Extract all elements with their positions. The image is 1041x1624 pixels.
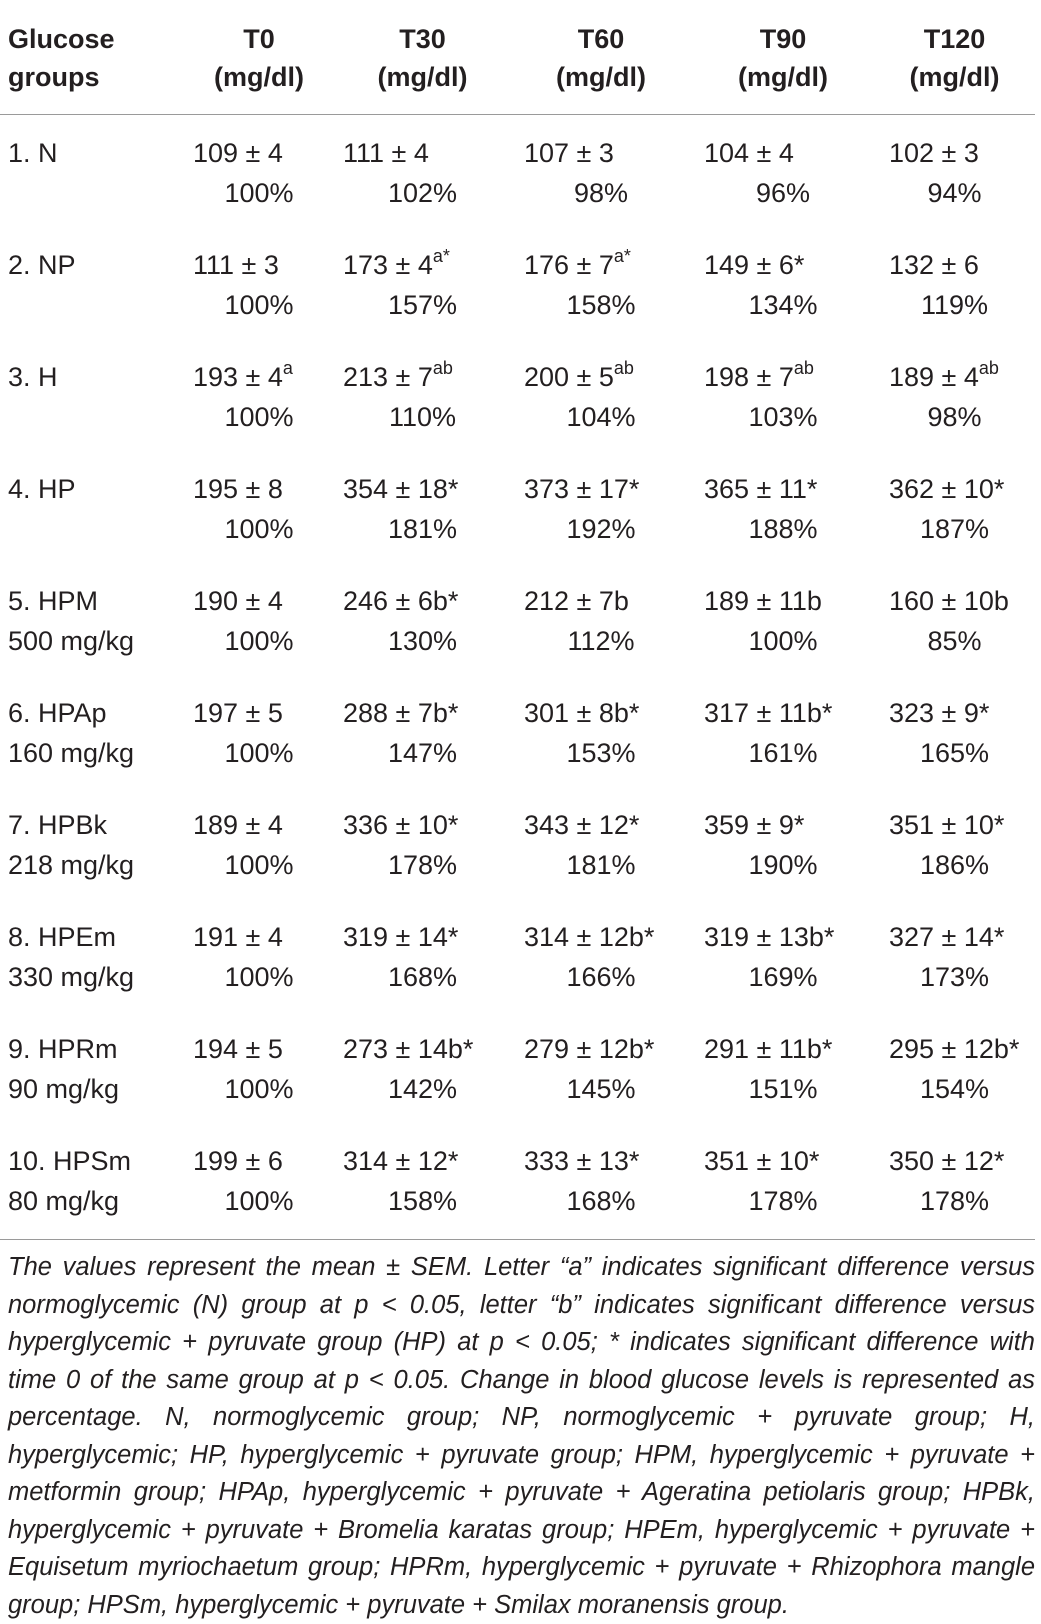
table-row [0,451,1035,509]
glucose-value: 198 ± 7 [704,362,794,392]
table-bottom-rule [0,1239,1035,1240]
glucose-value: 350 ± 12* [889,1146,1005,1176]
header-line: (mg/dl) [738,62,828,92]
group-name: 1. N [8,138,58,168]
glucose-value-cell [183,339,335,397]
glucose-value: 373 ± 17* [524,474,640,504]
glucose-value-cell [874,675,1035,733]
glucose-value-cell [510,675,692,733]
glucose-value: 354 ± 18* [343,474,459,504]
glucose-value-cell [335,339,510,397]
glucose-value: 102 ± 3 [889,138,979,168]
glucose-value: 200 ± 5 [524,362,614,392]
glucose-value: 351 ± 10* [704,1146,820,1176]
percent-value: 178% [919,1186,990,1216]
percent-value: 130% [387,626,458,656]
header-line: T0 [243,24,275,54]
header-line: (mg/dl) [377,62,468,92]
glucose-value-cell [510,899,692,957]
glucose-value: 149 ± 6* [704,250,805,280]
glucose-value-cell [335,1123,510,1181]
glucose-value-cell [692,227,874,285]
table-row [0,675,1035,733]
group-cell [0,675,183,787]
percent-value: 166% [566,962,636,992]
glucose-value-cell [510,451,692,509]
significance-marker: ab [978,358,999,378]
glucose-value-cell [874,1123,1035,1181]
glucose-value: 104 ± 4 [704,138,794,168]
glucose-value: 132 ± 6 [889,250,979,280]
percent-value: 154% [919,1074,990,1104]
glucose-value: 111 ± 3 [193,250,279,280]
glucose-value-cell [335,451,510,509]
glucose-value: 107 ± 3 [524,138,614,168]
percent-value: 190% [748,850,818,880]
group-cell [0,339,183,451]
glucose-value: 362 ± 10* [889,474,1005,504]
percent-value: 96% [755,178,811,208]
group-name: 7. HPBk [8,810,108,840]
percent-value: 103% [748,402,818,432]
glucose-value-cell [183,451,335,509]
group-cell [0,1011,183,1123]
percent-value: 169% [748,962,818,992]
glucose-value-cell [335,899,510,957]
glucose-value: 176 ± 7 [524,250,614,280]
header-line: (mg/dl) [556,62,646,92]
glucose-value: 291 ± 11b* [704,1034,833,1064]
significance-marker: ab [432,358,453,378]
glucose-value-cell [335,563,510,621]
table-row [0,339,1035,397]
table-row [0,115,1035,174]
table-row [0,899,1035,957]
glucose-value-cell [183,1011,335,1069]
table-row [0,563,1035,621]
header-line: groups [8,62,100,92]
group-cell [0,899,183,1011]
glucose-value-cell [692,899,874,957]
glucose-value: 323 ± 9* [889,698,990,728]
percent-value: 165% [919,738,990,768]
significance-marker: ab [793,358,814,378]
glucose-value-cell [874,787,1035,845]
glucose-value: 343 ± 12* [524,810,640,840]
glucose-value-cell [335,675,510,733]
table-row [0,787,1035,845]
percent-value: 168% [387,962,458,992]
glucose-value-cell [874,451,1035,509]
glucose-value: 193 ± 4 [193,362,283,392]
percent-value: 142% [387,1074,458,1104]
group-cell [0,115,183,228]
glucose-value-cell [510,563,692,621]
group-dose: 330 mg/kg [8,962,135,992]
group-cell [0,787,183,899]
glucose-value-cell [692,1011,874,1069]
glucose-value-cell [874,339,1035,397]
glucose-value: 189 ± 11b [704,586,822,616]
group-cell [0,451,183,563]
percent-value: 100% [224,738,294,768]
header-line: T90 [759,24,807,54]
glucose-value-cell [335,227,510,285]
glucose-value-cell [692,451,874,509]
glucose-value: 333 ± 13* [524,1146,640,1176]
glucose-value-cell [510,115,692,174]
glucose-value: 279 ± 12b* [524,1034,655,1064]
glucose-value: 191 ± 4 [193,922,283,952]
percent-value: 98% [573,178,629,208]
glucose-value-cell [183,675,335,733]
percent-value: 188% [748,514,818,544]
group-dose: 218 mg/kg [8,850,135,880]
percent-value: 85% [927,626,982,656]
significance-marker: a* [432,246,450,266]
glucose-value-cell [874,115,1035,174]
percent-value: 153% [566,738,636,768]
glucose-value: 319 ± 14* [343,922,459,952]
percent-value: 187% [919,514,990,544]
glucose-value-cell [874,227,1035,285]
percent-value: 158% [387,1186,458,1216]
percent-value: 168% [566,1186,636,1216]
glucose-value: 365 ± 11* [704,474,818,504]
glucose-value: 314 ± 12* [343,1146,459,1176]
glucose-value-cell [692,563,874,621]
percent-value: 100% [224,850,294,880]
glucose-value: 195 ± 8 [193,474,283,504]
header-line: (mg/dl) [214,62,304,92]
percent-value: 98% [927,402,982,432]
percent-value: 100% [224,178,294,208]
percent-value: 158% [566,290,636,320]
glucose-value: 301 ± 8b* [524,698,640,728]
glucose-value-cell [510,1123,692,1181]
group-dose: 500 mg/kg [8,626,135,656]
header-line: T60 [577,24,625,54]
table-header [0,0,1035,115]
group-name: 2. NP [8,250,76,280]
percent-value: 173% [919,962,990,992]
glucose-value-cell [874,563,1035,621]
glucose-value: 317 ± 11b* [704,698,833,728]
percent-value: 134% [748,290,818,320]
percent-value: 181% [566,850,636,880]
glucose-value-cell [874,899,1035,957]
glucose-value-cell [510,787,692,845]
table-footnote: The values represent the mean ± SEM. Letter “a” indicates significant difference versus normoglycemic (N) group at p < 0.05, letter “b” indicates significant difference versus hyperglycemic + pyruvate group (HP) at p < 0.05; * indicates significant difference with time 0 of the same group at p < 0.05. Change in blood glucose levels is represented as percentage. N, normoglycemic group; NP, normoglycemic + pyruvate group; H, hyperglycemic; HP, hyperglycemic + pyruvate group; HPM, hyperglycemic + pyruvate + metformin group; HPAp, hyperglycemic + pyruvate + Ageratina petiolaris group; HPBk, hyperglycemic + pyruvate + Bromelia karatas group; HPEm, hyperglycemic + pyruvate + Equisetum myriochaetum group; HPRm, hyperglycemic + pyruvate + Rhizophora mangle group; HPSm, hyperglycemic + pyruvate + Smilax moranensis group. [8,1253,1035,1619]
group-name: 5. HPM [8,586,99,616]
percent-value: 178% [748,1186,818,1216]
header-t60 [510,0,692,115]
header-t0 [183,0,335,115]
percent-value: 119% [920,290,989,320]
percent-value: 100% [224,290,294,320]
glucose-value-cell [692,339,874,397]
glucose-value: 336 ± 10* [343,810,459,840]
glucose-value-cell [510,227,692,285]
glucose-value-cell [692,675,874,733]
group-name: 9. HPRm [8,1034,118,1064]
header-line: (mg/dl) [909,62,1000,92]
group-dose: 90 mg/kg [8,1074,120,1104]
table-row [0,227,1035,285]
glucose-value: 288 ± 7b* [343,698,459,728]
percent-value: 100% [224,514,294,544]
glucose-value-cell [335,1011,510,1069]
group-name: 10. HPSm [8,1146,132,1176]
glucose-value-cell [183,227,335,285]
glucose-value: 109 ± 4 [193,138,283,168]
percent-value: 192% [566,514,636,544]
glucose-value: 295 ± 12b* [889,1034,1020,1064]
percent-value: 145% [566,1074,636,1104]
glucose-value-cell [335,115,510,174]
percent-value: 181% [387,514,458,544]
significance-marker: ab [613,358,634,378]
percent-value: 110% [388,402,457,432]
glucose-value: 197 ± 5 [193,698,283,728]
glucose-value-cell [510,1011,692,1069]
glucose-value: 189 ± 4 [889,362,979,392]
group-cell [0,1123,183,1239]
percent-value: 157% [387,290,458,320]
group-name: 8. HPEm [8,922,117,952]
group-name: 3. H [8,362,58,392]
percent-value: 102% [387,178,458,208]
glucose-value: 319 ± 13b* [704,922,835,952]
percent-value: 94% [927,178,982,208]
glucose-value: 246 ± 6b* [343,586,459,616]
percent-value: 104% [566,402,636,432]
header-t120 [874,0,1035,115]
glucose-value-cell [183,563,335,621]
glucose-value-cell [692,787,874,845]
glucose-value: 111 ± 4 [343,138,429,168]
group-name: 4. HP [8,474,76,504]
percent-value: 112% [567,626,635,656]
table-row [0,1011,1035,1069]
significance-marker: a* [613,246,631,266]
glucose-value-cell [183,787,335,845]
group-dose: 160 mg/kg [8,738,135,768]
percent-value: 178% [387,850,458,880]
header-glucose-groups [0,0,183,115]
glucose-value: 173 ± 4 [343,250,433,280]
percent-value: 100% [224,626,294,656]
glucose-value: 160 ± 10b [889,586,1009,616]
percent-value: 100% [224,1074,294,1104]
glucose-value: 273 ± 14b* [343,1034,474,1064]
group-cell [0,227,183,339]
table-row [0,1123,1035,1181]
glucose-value: 314 ± 12b* [524,922,655,952]
group-dose: 80 mg/kg [8,1186,120,1216]
header-line: T120 [923,24,986,54]
percent-value: 100% [748,626,818,656]
percent-value: 151% [748,1074,818,1104]
glucose-value-cell [874,1011,1035,1069]
glucose-value-cell [692,1123,874,1181]
percent-value: 147% [387,738,458,768]
glucose-value: 189 ± 4 [193,810,283,840]
percent-value: 100% [224,1186,294,1216]
glucose-value: 194 ± 5 [193,1034,283,1064]
header-t30 [335,0,510,115]
significance-marker: a [282,358,293,378]
header-line: T30 [399,24,446,54]
glucose-value: 327 ± 14* [889,922,1005,952]
glucose-value-cell [510,339,692,397]
header-t90 [692,0,874,115]
table-body [0,115,1035,1240]
glucose-value: 190 ± 4 [193,586,283,616]
glucose-value-cell [183,115,335,174]
glucose-value-cell [692,115,874,174]
percent-value: 100% [224,962,294,992]
group-cell [0,563,183,675]
glucose-value: 213 ± 7 [343,362,433,392]
percent-value: 100% [224,402,294,432]
group-name: 6. HPAp [8,698,107,728]
glucose-value: 351 ± 10* [889,810,1005,840]
percent-value: 161% [748,738,818,768]
glucose-value-cell [335,787,510,845]
percent-value: 186% [919,850,990,880]
glucose-value-cell [183,1123,335,1181]
glucose-value-cell [183,899,335,957]
glucose-value: 359 ± 9* [704,810,805,840]
glucose-value: 199 ± 6 [193,1146,283,1176]
header-line: Glucose [8,24,115,54]
glucose-value: 212 ± 7b [524,586,629,616]
